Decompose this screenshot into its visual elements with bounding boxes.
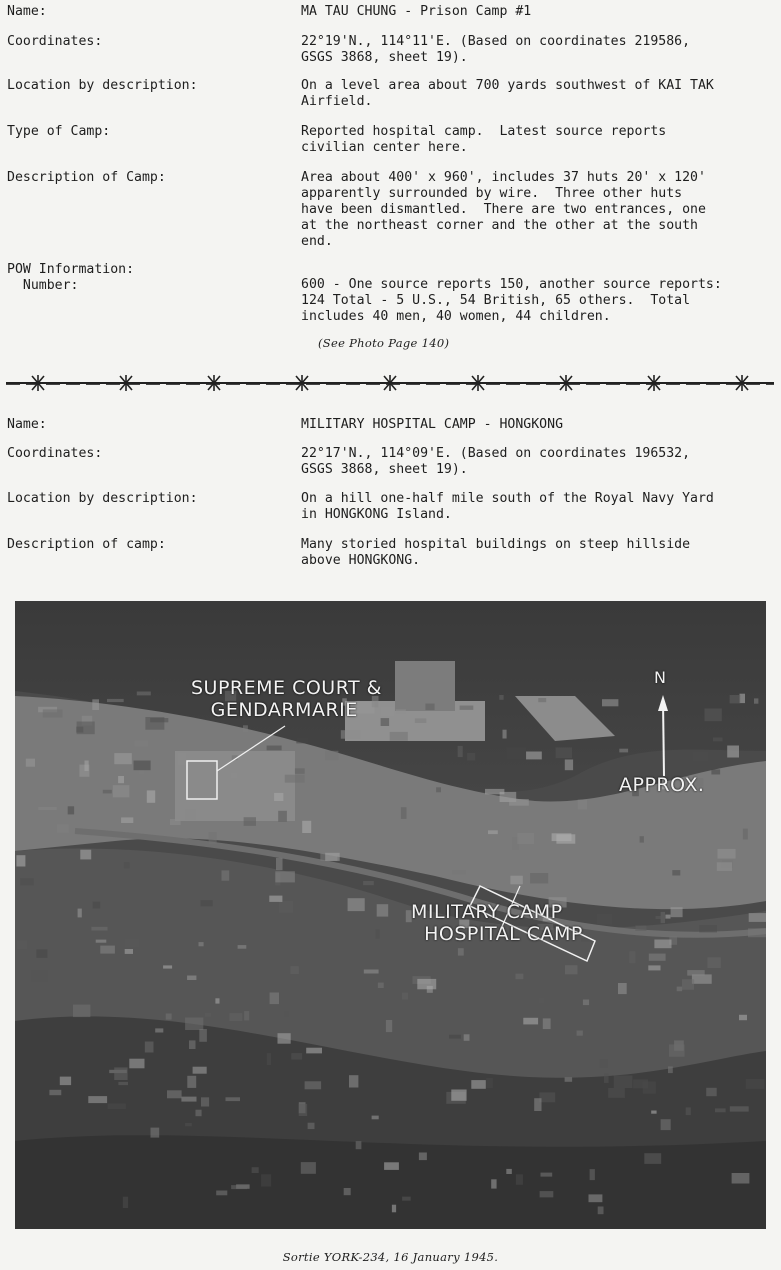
photo-building: [187, 976, 196, 981]
photo-building: [706, 1088, 717, 1096]
camp1-type-value: Reported hospital camp. Latest source reports civilian center here.: [301, 124, 667, 155]
photo-building: [118, 1082, 128, 1085]
approx-label: APPROX.: [619, 774, 705, 796]
photo-page-note: (See Photo Page 140): [318, 336, 450, 350]
photo-building: [231, 772, 237, 778]
photo-building: [244, 1011, 249, 1020]
photo-building: [693, 752, 708, 762]
photo-building: [649, 954, 666, 961]
photo-building: [193, 1067, 207, 1074]
photo-building: [278, 1033, 291, 1044]
photo-building: [231, 1185, 247, 1189]
photo-building: [299, 1104, 307, 1116]
photo-building: [252, 1167, 259, 1173]
photo-building: [73, 1005, 90, 1018]
north-arrow-shaft: [663, 701, 664, 776]
camp2-location-label: Location by description:: [7, 491, 198, 506]
photo-building: [402, 1197, 411, 1201]
photo-building: [93, 902, 101, 909]
photo-building: [31, 970, 48, 981]
photo-building: [17, 940, 27, 949]
photo-building: [376, 929, 380, 938]
photo-building: [661, 1119, 671, 1130]
photo-building: [401, 807, 407, 819]
photo-building: [516, 974, 524, 980]
camp1-coord-value: 22°19'N., 114°11'E. (Based on coordinates 219586, GSGS 3868, sheet 19).: [301, 34, 691, 65]
photo-building: [178, 753, 186, 766]
photo-building: [274, 793, 283, 801]
photo-building: [677, 987, 682, 992]
photo-building: [577, 1031, 583, 1036]
photo-building: [671, 907, 683, 917]
photo-building: [583, 1000, 589, 1006]
photo-building: [356, 1141, 362, 1149]
photo-building: [163, 965, 172, 968]
photo-building: [43, 709, 63, 717]
photo-building: [460, 706, 474, 710]
photo-building: [730, 1106, 749, 1111]
photo-building: [648, 965, 660, 970]
photo-building: [419, 1153, 427, 1161]
photo-building: [730, 695, 741, 703]
photo-building: [302, 821, 311, 833]
photo-building: [384, 1162, 399, 1170]
hospital-camp-label: MILITARY CAMP HOSPITAL CAMP: [411, 901, 583, 945]
photo-building: [386, 1020, 392, 1032]
photo-building: [215, 998, 219, 1003]
photo-building: [458, 948, 464, 955]
photo-building: [123, 1197, 128, 1208]
photo-building: [170, 819, 181, 825]
photo-building: [635, 925, 646, 931]
photo-building: [644, 1153, 661, 1164]
photo-building: [121, 817, 133, 823]
photo-building: [749, 913, 766, 922]
photo-building: [619, 749, 628, 753]
photo-building: [711, 769, 720, 774]
photo-building: [209, 832, 217, 844]
photo-building: [91, 927, 107, 931]
photo-building: [687, 970, 705, 976]
camp1-pow-label: POW Information: Number:: [7, 262, 135, 293]
photo-building: [114, 1067, 127, 1080]
photo-building: [378, 983, 384, 988]
camp1-location-value: On a level area about 700 yards southwest of KAI TAK Airfield.: [301, 78, 714, 109]
photo-building: [20, 878, 33, 885]
photo-building: [372, 1116, 379, 1120]
camp2-description-label: Description of camp:: [7, 537, 166, 552]
photo-building: [134, 761, 151, 771]
camp1-location-label: Location by description:: [7, 78, 198, 93]
photo-building: [201, 1097, 209, 1106]
photo-building: [291, 966, 299, 974]
photo-building: [510, 876, 522, 885]
camp1-description-value: Area about 400' x 960', includes 37 huts 20' x 120' apparently surrounded by wire. Three other huts have been dismantled. There are two entrances, one at the northeast corner and the other at the south end.: [301, 170, 706, 249]
photo-building: [363, 881, 374, 885]
photo-building: [748, 1034, 755, 1044]
photo-building: [85, 761, 89, 772]
photo-caption: Sortie YORK-234, 16 January 1945.: [282, 1250, 499, 1264]
photo-building: [754, 698, 758, 703]
photo-building: [748, 928, 766, 937]
photo-building: [118, 776, 124, 783]
photo-building: [291, 1053, 302, 1060]
photo-building: [137, 692, 151, 696]
photo-building: [739, 1015, 747, 1020]
camp2-coord-value: 22°17'N., 114°09'E. (Based on coordinates 196532, GSGS 3868, sheet 19).: [301, 446, 691, 477]
photo-building: [402, 993, 408, 1000]
photo-building: [295, 768, 305, 774]
photo-building: [713, 738, 723, 742]
photo-building: [396, 709, 406, 714]
photo-building: [205, 1013, 211, 1016]
photo-building: [507, 748, 526, 760]
photo-building: [672, 870, 680, 875]
photo-building: [471, 1080, 486, 1089]
camp1-type-label: Type of Camp:: [7, 124, 111, 139]
photo-building: [640, 836, 644, 842]
photo-building: [390, 732, 408, 741]
photo-building: [602, 699, 618, 706]
photo-building: [746, 1079, 765, 1089]
photo-building: [526, 752, 542, 760]
photo-building: [516, 1174, 523, 1185]
photo-building: [552, 833, 572, 841]
photo-building: [717, 862, 732, 871]
camp2-description-value: Many storied hospital buildings on steep hillside above HONGKONG.: [301, 537, 691, 568]
photo-building: [100, 946, 115, 954]
photo-building: [226, 1097, 241, 1101]
photo-building: [216, 1191, 227, 1196]
photo-building: [341, 730, 361, 739]
photo-building: [538, 698, 546, 702]
photo-building: [327, 1015, 335, 1023]
photo-building: [589, 1194, 603, 1202]
photo-building: [278, 811, 287, 822]
photo-building: [449, 1035, 461, 1039]
photo-building: [78, 909, 82, 918]
photo-building: [543, 1018, 551, 1029]
photo-building: [305, 1081, 322, 1089]
photo-building: [618, 983, 627, 994]
photo-building: [452, 870, 466, 874]
photo-building: [467, 753, 475, 761]
photo-building: [539, 997, 544, 1003]
photo-building: [167, 1090, 182, 1098]
photo-building: [222, 870, 230, 880]
photo-building: [199, 942, 204, 946]
photo-building: [26, 759, 35, 767]
photo-building: [107, 699, 124, 702]
photo-building: [108, 1104, 126, 1110]
photo-building: [238, 945, 247, 949]
photo-building: [135, 740, 148, 746]
photo-building: [301, 1162, 316, 1174]
aerial-photo-drawing: [15, 601, 766, 1229]
photo-building: [88, 1096, 107, 1103]
photo-building: [656, 916, 666, 919]
photo-building: [60, 1077, 71, 1086]
camp1-description-label: Description of Camp:: [7, 170, 166, 185]
photo-building: [486, 1078, 493, 1088]
camp1-pow-value: 600 - One source reports 150, another source reports: 124 Total - 5 U.S., 54 British, 65 others. Total includes 40 men, 40 women, 44 children.: [301, 277, 722, 324]
photo-building: [270, 993, 279, 1005]
photo-building: [68, 806, 74, 814]
photo-building: [705, 709, 722, 722]
photo-building: [590, 1169, 595, 1180]
camp1-name-value: MA TAU CHUNG - Prison Camp #1: [301, 4, 532, 19]
photo-building: [201, 900, 213, 906]
photo-building: [499, 695, 503, 700]
photo-building: [604, 1074, 609, 1083]
camp2-name-label: Name:: [7, 417, 47, 432]
photo-building: [600, 1059, 608, 1068]
photo-building: [151, 1128, 160, 1138]
photo-building: [189, 1040, 196, 1049]
photo-building: [276, 858, 283, 870]
photo-building: [38, 807, 57, 810]
photo-building: [57, 825, 69, 833]
photo-building: [451, 1090, 466, 1101]
photo-building: [269, 896, 282, 902]
photo-building: [181, 1097, 196, 1102]
photo-building: [740, 694, 746, 703]
photo-building: [92, 699, 99, 710]
barbed-wire-divider: [6, 372, 774, 394]
photo-building: [682, 979, 694, 990]
photo-building: [458, 746, 463, 757]
photo-building: [669, 1045, 685, 1057]
photo-building: [244, 817, 256, 826]
photo-building: [125, 939, 140, 947]
photo-building: [651, 1111, 656, 1114]
camp2-name-value: MILITARY HOSPITAL CAMP - HONGKONG: [301, 417, 564, 432]
photo-building: [732, 1173, 750, 1184]
photo-building: [348, 898, 365, 911]
photo-building: [267, 746, 282, 751]
photo-building: [185, 1018, 203, 1031]
photo-building: [509, 799, 529, 806]
photo-building: [96, 940, 107, 943]
photo-building: [150, 718, 168, 722]
photo-building: [578, 800, 588, 810]
photo-building: [488, 830, 498, 834]
photo-building: [654, 940, 671, 949]
photo-building: [565, 1077, 573, 1082]
camp2-coord-label: Coordinates:: [7, 446, 103, 461]
photo-building: [284, 1011, 289, 1018]
photo-building: [147, 790, 155, 802]
photo-building: [556, 747, 572, 758]
photo-building: [185, 809, 196, 821]
photo-building: [199, 1029, 207, 1042]
photo-building: [727, 746, 739, 758]
photo-building: [230, 1013, 243, 1021]
camp1-name-label: Name:: [7, 4, 47, 19]
photo-building: [275, 871, 295, 882]
supreme-court-label: SUPREME COURT & GENDARMARIE: [191, 677, 382, 721]
photo-building: [523, 1018, 538, 1025]
photo-building: [187, 1076, 196, 1088]
photo-building: [279, 901, 294, 913]
photo-building: [503, 730, 507, 739]
photo-building: [598, 1207, 604, 1215]
photo-building: [614, 1076, 633, 1089]
photo-building: [377, 904, 389, 916]
photo-building: [699, 925, 717, 932]
photo-building: [344, 1188, 351, 1195]
photo-building: [166, 1014, 172, 1020]
photo-building: [715, 1108, 726, 1112]
photo-building: [325, 853, 340, 861]
photo-building: [129, 1059, 144, 1069]
photo-building: [718, 849, 736, 859]
photo-building: [608, 1088, 625, 1098]
photo-building: [425, 704, 434, 711]
photo-building: [306, 1048, 322, 1054]
photo-building: [285, 775, 305, 783]
photo-building: [381, 706, 394, 716]
photo-building: [665, 915, 670, 919]
photo-building: [308, 1123, 315, 1129]
photo-building: [534, 1098, 541, 1111]
photo-building: [540, 1191, 554, 1197]
photo-building: [16, 855, 25, 866]
photo-building: [80, 850, 91, 860]
camp2-location-value: On a hill one-half mile south of the Royal Navy Yard in HONGKONG Island.: [301, 491, 714, 522]
photo-building: [145, 1042, 154, 1053]
photo-building: [124, 862, 130, 868]
photo-building: [506, 1169, 512, 1174]
photo-building: [633, 1080, 648, 1089]
photo-building: [565, 965, 577, 974]
photo-building: [325, 751, 338, 760]
photo-building: [185, 1123, 192, 1126]
photo-building: [103, 790, 112, 794]
photo-building: [692, 974, 712, 983]
photo-building: [155, 1028, 163, 1032]
photo-building: [36, 949, 47, 958]
photo-building: [349, 1075, 358, 1087]
photo-building: [686, 1107, 691, 1115]
photo-building: [113, 785, 130, 797]
photo-building: [485, 789, 504, 794]
photo-building: [565, 760, 573, 771]
photo-building: [530, 873, 548, 884]
photo-building: [597, 914, 612, 925]
photo-building: [243, 725, 248, 732]
photo-building: [296, 738, 308, 743]
photo-building: [196, 1110, 202, 1117]
photo-building: [436, 787, 441, 792]
photo-building: [77, 722, 95, 735]
aerial-photograph: [15, 601, 766, 1229]
photo-building: [707, 957, 720, 968]
photo-building: [541, 1173, 553, 1177]
photo-building: [743, 829, 748, 840]
photo-building: [261, 1174, 271, 1186]
photo-building: [539, 1092, 555, 1102]
photo-building: [392, 1205, 396, 1213]
photo-building: [629, 951, 635, 963]
photo-building: [125, 949, 133, 954]
photo-building: [267, 1053, 271, 1065]
photo-building: [49, 1090, 61, 1095]
north-label: N: [654, 668, 667, 687]
photo-building: [464, 1034, 470, 1041]
photo-building: [415, 718, 426, 723]
photo-building: [114, 753, 132, 764]
photo-building: [668, 1066, 673, 1073]
photo-building: [364, 970, 379, 974]
photo-building: [491, 1179, 496, 1188]
camp1-coord-label: Coordinates:: [7, 34, 103, 49]
photo-building: [517, 833, 534, 844]
photo-building: [417, 979, 436, 989]
